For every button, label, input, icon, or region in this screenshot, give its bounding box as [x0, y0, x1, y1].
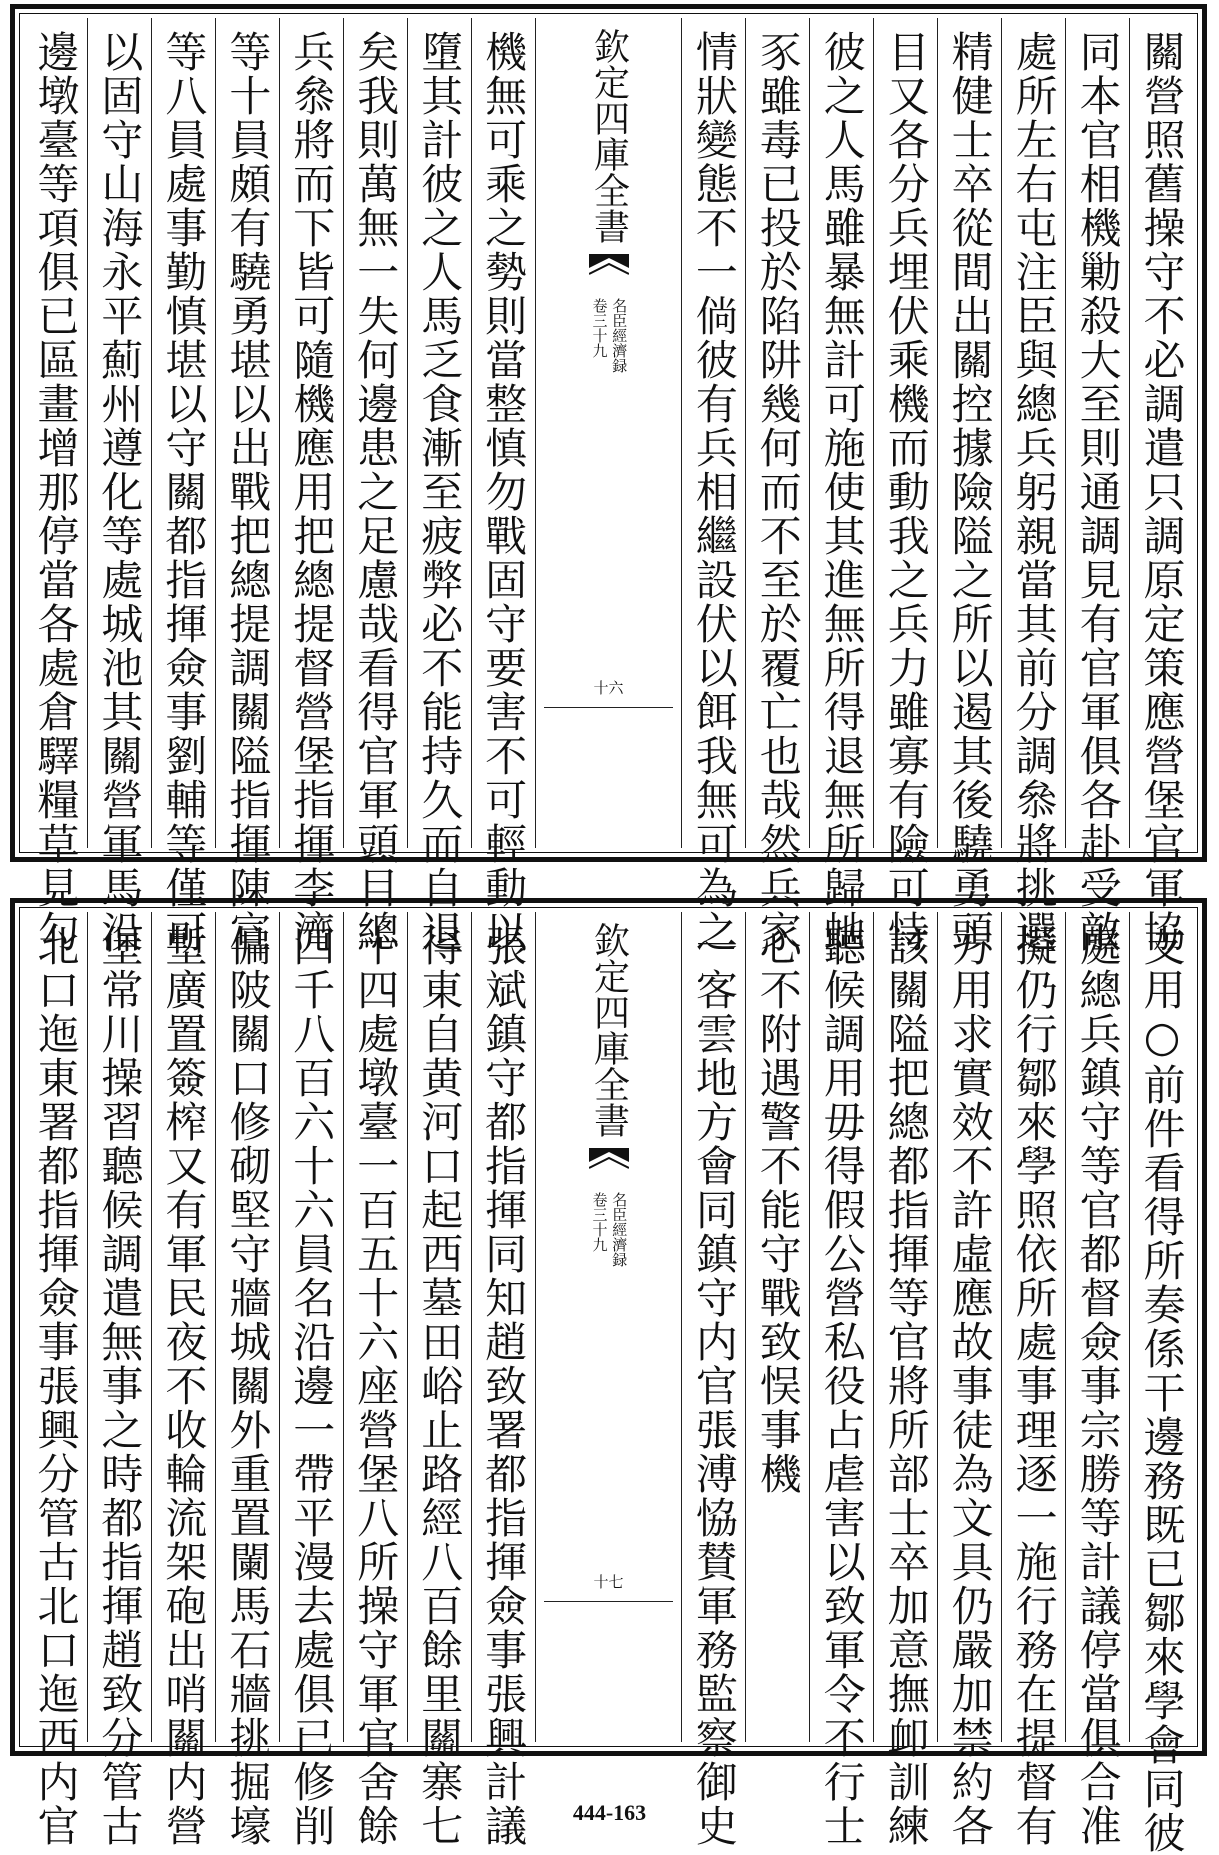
column-text: 兵叅將而下皆可隨機應用把總提督營堡指揮李濟: [287, 30, 337, 954]
column-text: 同本官相機勦殺大至則通調見有官軍俱各赴受敵: [1073, 30, 1123, 954]
text-column: [24, 18, 87, 954]
text-column: [809, 912, 873, 1848]
text-column: [87, 912, 151, 1848]
top-page: [10, 4, 1207, 954]
text-column: [343, 912, 407, 1848]
column-text: 方用求實效不許虛應故事徒為文具仍嚴加禁約各: [945, 924, 995, 1848]
column-text: 張斌鎮守都指揮同知趙致署都指揮僉事張興計議: [479, 924, 529, 1848]
text-column: [809, 18, 873, 954]
center-subtitle: [591, 298, 627, 373]
column-text: 情狀變態不一倘彼有兵相繼設伏以餌我無可為之: [689, 30, 739, 954]
column-text: 北口迤東署都指揮僉事張興分管古北口迤西内官: [31, 924, 81, 1848]
book-title: 欽定四庫全書: [588, 28, 630, 244]
column-text: 矣我則萬無一失何邊患之足慮哉看得官軍頭目總: [351, 30, 401, 954]
text-column: [471, 18, 535, 954]
juan-label: 卷三十九: [590, 1192, 609, 1252]
text-column: [1129, 18, 1193, 954]
text-column: [151, 912, 215, 1848]
column-text: 以固守山海永平薊州遵化等處城池其關營軍馬沿: [95, 30, 145, 954]
text-column: [87, 18, 151, 954]
column-text: 彼之人馬雖暴無計可施使其進無所得退無所歸虵: [817, 30, 867, 954]
column-text: 堡常川操習聽候調遣無事之時都指揮趙致分管古: [95, 924, 145, 1848]
folio-number: 十七: [593, 1573, 624, 1591]
column-text: 處總兵鎮守等官都督僉事宗勝等計議停當俱合准: [1073, 924, 1123, 1848]
divider: [544, 1601, 674, 1602]
text-column: [937, 18, 1001, 954]
text-column: [937, 912, 1001, 1848]
column-text: 墮其計彼之人馬乏食漸至疲弊必不能持久而自退: [415, 30, 465, 954]
column-text: 該關隘把總都指揮等官將所部士卒加意撫卹訓練: [881, 924, 931, 1848]
folio-number: 十六: [593, 679, 624, 697]
column-text: 機無可乘之勢則當整慎勿戰固守要害不可輕動以: [479, 30, 529, 954]
column-text: 塹廣置簽榨又有軍民夜不收輪流架砲出哨關内營: [159, 924, 209, 1848]
center-margin: [535, 18, 682, 848]
text-column: [873, 912, 937, 1848]
column-text: 支用○前件看得所奏係干邊務既已鄒來學會同彼: [1137, 924, 1187, 1855]
column-text: 等十員頗有驍勇堪以出戰把總提調關隘指揮陳宣: [223, 30, 273, 954]
text-column: [151, 18, 215, 954]
column-text: 四千八百六十六員名沿邊一帶平漫去處俱已修削: [287, 924, 337, 1848]
fishtail-mark-icon: [589, 254, 629, 288]
page-number: 444-163: [572, 1800, 647, 1825]
text-column: [745, 912, 809, 1742]
text-column: [681, 912, 745, 1848]
column-text: 精健士卒從間出關控據險隘之所以遏其後驍勇頭: [945, 30, 995, 954]
column-text: 一客雲地方會同鎮守内官張溥恊賛軍務監察御史: [689, 924, 739, 1848]
text-column: [1065, 18, 1129, 954]
text-column: [407, 18, 471, 954]
text-column: [215, 912, 279, 1848]
center-margin: [535, 912, 682, 1742]
book-title: 欽定四庫全書: [588, 922, 630, 1138]
column-text: 處所左右屯注臣與總兵躬親當其前分調叅將挑選: [1009, 30, 1059, 954]
column-text: 邊墩臺等項俱已區畫增那停當各處倉驛糧草見勾: [31, 30, 81, 954]
column-text: 關營照舊操守不必調遣只調原定策應營堡官軍協: [1137, 30, 1187, 954]
column-text: 擬仍行鄒來學照依所處事理逐一施行務在提督有: [1009, 924, 1059, 1848]
text-column: [681, 18, 745, 954]
text-column: [215, 18, 279, 954]
column-text: 偏陂關口修砌堅守牆城關外重置闌馬石牆挑掘壕: [223, 924, 273, 1848]
work-title: 名臣經濟録: [610, 298, 629, 373]
column-text: 聽候調用毋得假公營私役占虐害以致軍令不行士: [817, 924, 867, 1848]
column-text: 等八員處事勤慎堪以守關都指揮僉事劉輔等僅可: [159, 30, 209, 954]
top-page-columns: [24, 18, 1193, 954]
text-column: [343, 18, 407, 954]
text-column: [873, 18, 937, 954]
text-column: [471, 912, 535, 1848]
text-column: [1001, 912, 1065, 1848]
column-text: 目又各分兵埋伏乘機而動我之兵力雖寡有險可恃: [881, 30, 931, 954]
column-text: 十四處墩臺一百五十六座營堡八所操守軍官舍餘: [351, 924, 401, 1848]
fishtail-mark-icon: [589, 1148, 629, 1182]
divider: [544, 707, 674, 708]
text-column: [1065, 912, 1129, 1848]
text-column: [1129, 912, 1193, 1855]
text-column: [24, 912, 87, 1848]
text-column: [279, 18, 343, 954]
column-text: 得東自黄河口起西墓田峪止路經八百餘里關寨七: [415, 924, 465, 1848]
column-text: 豕雖毒已投於陷阱幾何而不至於覆亡也哉然兵家: [753, 30, 803, 954]
column-text: 心不附遇警不能守戰致悮事機: [753, 924, 803, 1496]
work-title: 名臣經濟録: [610, 1192, 629, 1267]
text-column: [407, 912, 471, 1848]
text-column: [279, 912, 343, 1848]
center-subtitle: [591, 1192, 627, 1267]
juan-label: 卷三十九: [590, 298, 609, 358]
text-column: [745, 18, 809, 954]
text-column: [1001, 18, 1065, 954]
